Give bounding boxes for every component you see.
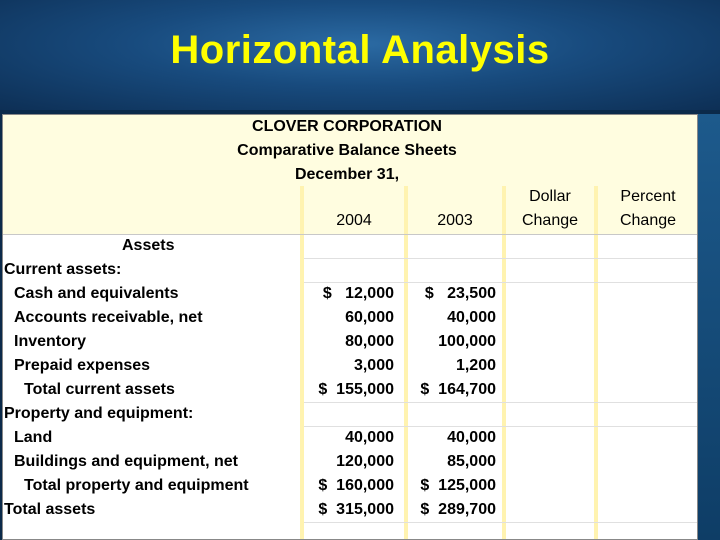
label-property: Property and equipment: <box>4 405 194 422</box>
col-header-dollar-change: Change <box>521 212 579 229</box>
value-2004-total-assets: $ 315,000 <box>318 501 394 518</box>
label-land: Land <box>14 429 53 446</box>
value-2004-receivable: 60,000 <box>345 309 394 326</box>
label-inventory: Inventory <box>14 333 87 350</box>
col-header-percent: Percent <box>620 188 676 205</box>
balance-sheet <box>2 114 698 540</box>
value-2004-cash: $ 12,000 <box>322 285 394 302</box>
value-2004-land: 40,000 <box>345 429 394 446</box>
value-2003-total-assets: $ 289,700 <box>420 501 496 518</box>
value-2003-receivable: 40,000 <box>447 309 496 326</box>
label-receivable: Accounts receivable, net <box>14 309 203 326</box>
value-2004-buildings: 120,000 <box>336 453 394 470</box>
label-total-assets: Total assets <box>4 501 96 518</box>
label-total-property: Total property and equipment <box>24 477 249 494</box>
value-2004-total-property: $ 160,000 <box>318 477 394 494</box>
statement-title: Comparative Balance Sheets <box>237 142 457 159</box>
col-header-2004: 2004 <box>336 212 372 229</box>
col-header-percent-change: Change <box>619 212 677 229</box>
label-cash: Cash and equivalents <box>14 285 179 302</box>
value-2003-prepaid: 1,200 <box>455 357 496 374</box>
label-buildings: Buildings and equipment, net <box>14 453 238 470</box>
right-strip <box>698 114 720 540</box>
label-assets: Assets <box>122 237 175 254</box>
value-2003-total-current: $ 164,700 <box>420 381 496 398</box>
company-name: CLOVER CORPORATION <box>252 118 442 135</box>
value-2004-inventory: 80,000 <box>345 333 394 350</box>
label-total-current: Total current assets <box>24 381 175 398</box>
value-2003-land: 40,000 <box>447 429 496 446</box>
value-2004-total-current: $ 155,000 <box>318 381 394 398</box>
slide-title: Horizontal Analysis <box>170 28 550 72</box>
col-header-dollar: Dollar <box>529 188 571 205</box>
value-2004-prepaid: 3,000 <box>353 357 394 374</box>
statement-date: December 31, <box>294 166 400 183</box>
value-2003-cash: $ 23,500 <box>424 285 496 302</box>
col-header-2003: 2003 <box>437 212 473 229</box>
value-2003-total-property: $ 125,000 <box>420 477 496 494</box>
label-current-assets: Current assets: <box>4 261 122 278</box>
label-prepaid: Prepaid expenses <box>14 357 151 374</box>
value-2003-buildings: 85,000 <box>447 453 496 470</box>
value-2003-inventory: 100,000 <box>438 333 496 350</box>
